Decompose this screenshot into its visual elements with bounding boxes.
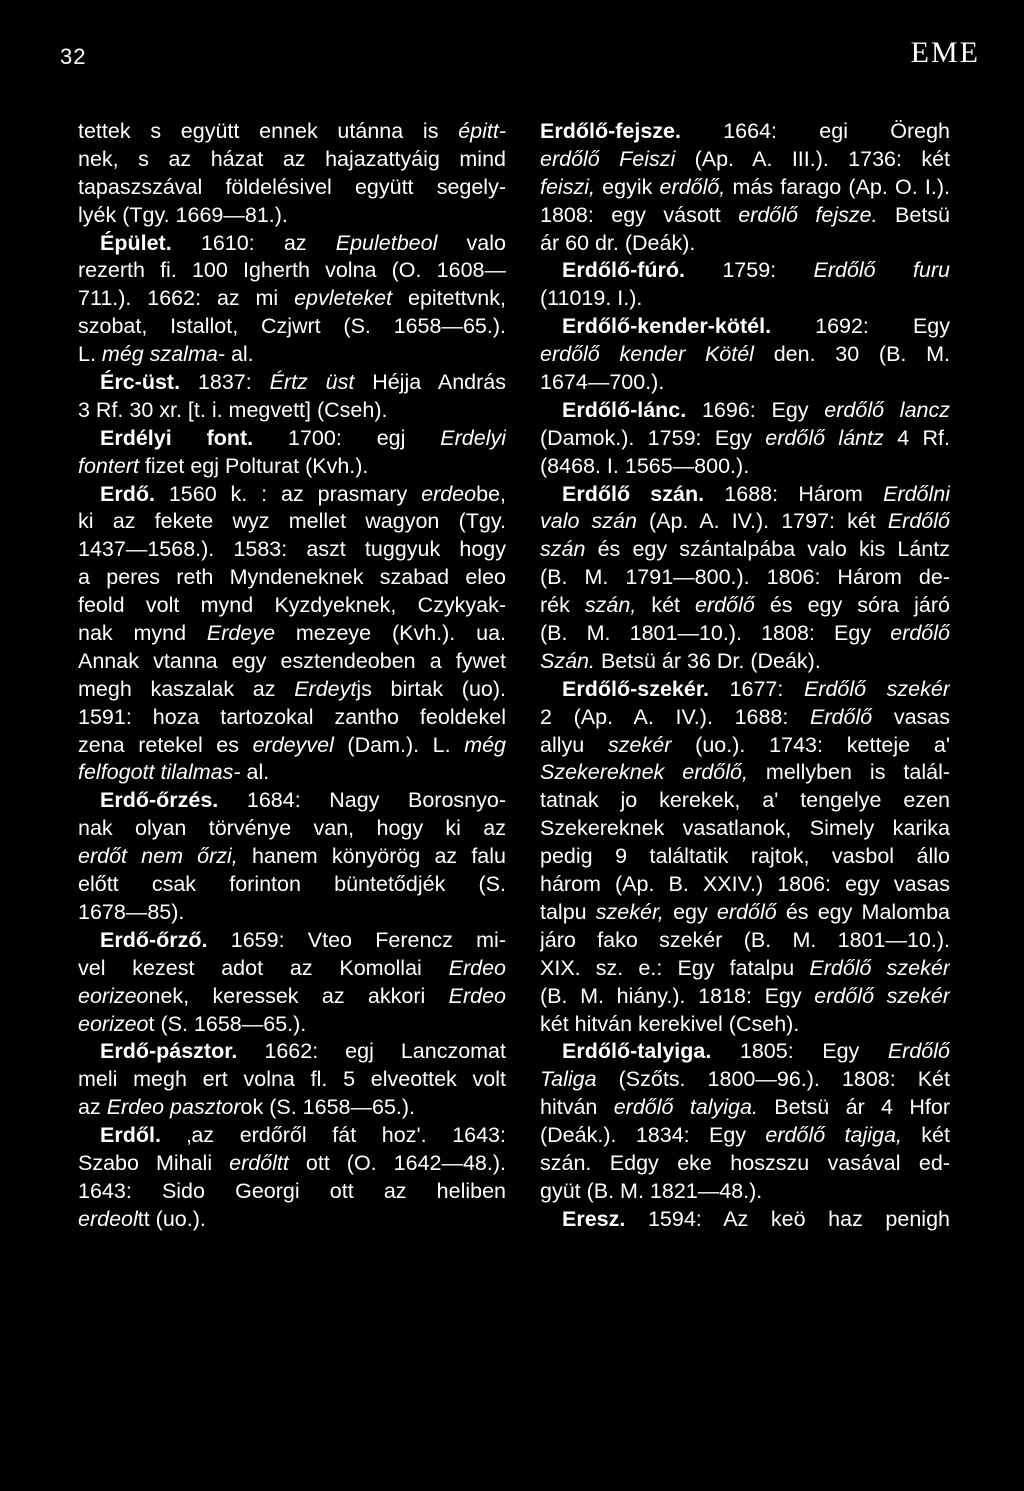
text-line — [78, 787, 506, 815]
text-line — [540, 843, 950, 871]
text-run: Betsü ár 36 Dr. (Deák). — [594, 648, 821, 673]
text-run: (Deák.). 1834: Egy — [540, 1123, 766, 1148]
text-run: 1594: Az keö haz penigh — [625, 1206, 950, 1231]
text-line — [78, 1178, 506, 1206]
entry-headword: Erdőlő-talyiga. — [562, 1039, 712, 1064]
italic-quote: epvleteket — [294, 286, 393, 311]
text-run: nak mynd — [78, 621, 207, 646]
entry-headword: Eresz. — [562, 1206, 626, 1231]
text-line — [78, 202, 506, 230]
italic-quote: eorizeo — [78, 1011, 149, 1036]
italic-quote: erdőlő talyiga. — [613, 1095, 758, 1120]
text-run: mezeye (Kvh.). ua. — [275, 621, 506, 646]
text-run: 1591: hoza tartozokal zantho feoldekel — [78, 704, 506, 729]
text-run: 1662: egj Lanczomat — [237, 1039, 506, 1064]
text-run: L. — [78, 342, 102, 367]
italic-quote: erdőlő tajiga, — [765, 1123, 902, 1148]
text-run: rezerth fi. 100 Igherth volna (O. 1608— — [78, 258, 506, 283]
italic-quote: fontert — [78, 453, 139, 478]
italic-quote: erdőt nem őrzi, — [78, 844, 238, 869]
text-run: 1805: Egy — [711, 1039, 888, 1064]
entry-headword: Erdőlő-fúró. — [562, 258, 686, 283]
text-run: js birtak (uo). — [356, 676, 506, 701]
italic-quote: erdőlő — [716, 899, 777, 924]
text-line — [78, 1038, 506, 1066]
text-run: den. 30 (B. M. — [753, 342, 950, 367]
text-line — [540, 1094, 950, 1122]
text-line — [78, 1206, 506, 1234]
text-run: (B. M. 1791—800.). 1806: Három de- — [540, 565, 950, 590]
text-line — [78, 397, 506, 425]
italic-quote: Erdeo — [448, 983, 506, 1008]
text-line — [78, 1094, 506, 1122]
text-run: ‚az erdőről fát hoz'. 1643: — [160, 1123, 506, 1148]
entry-headword: Erdől. — [100, 1123, 161, 1148]
italic-quote: Erdeye — [206, 621, 276, 646]
text-line — [540, 983, 950, 1011]
text-run: 2 (Ap. A. IV.). 1688: — [540, 704, 811, 729]
text-line — [78, 676, 506, 704]
text-line — [78, 983, 506, 1011]
italic-quote: Erdelyi — [440, 425, 506, 450]
text-line — [78, 146, 506, 174]
text-run: 1643: Sido Georgi ott az heliben — [78, 1178, 506, 1203]
text-run: vasas — [872, 704, 950, 729]
italic-quote: erdőlő Feiszi — [540, 146, 676, 171]
text-run: Szabo Mihali — [78, 1150, 230, 1175]
text-run: Betsü ár 4 Hfor — [757, 1095, 950, 1120]
text-run: rék — [540, 593, 585, 618]
text-run: 1759: — [685, 258, 814, 283]
text-line — [540, 1066, 950, 1094]
entry-headword: Erdő-őrző. — [100, 927, 208, 952]
text-run: 1808: egy vásott — [540, 202, 739, 227]
entry-headword: Érc-üst. — [100, 370, 181, 395]
text-line — [540, 508, 950, 536]
italic-quote: erdőlő, — [659, 174, 726, 199]
italic-quote: erdőlő lántz — [765, 425, 884, 450]
entry-headword: Erdő. — [100, 481, 155, 506]
text-run: 1437—1568.). 1583: aszt tuggyuk hogy — [78, 537, 506, 562]
text-run: 4 Rf. — [883, 425, 950, 450]
text-run: és egy sóra járó — [754, 593, 950, 618]
text-run: 1659: Vteo Ferencz mi- — [207, 927, 506, 952]
text-line — [540, 815, 950, 843]
text-line — [540, 313, 950, 341]
text-run: ok (S. 1658—65.). — [240, 1095, 416, 1120]
text-line — [78, 313, 506, 341]
italic-quote: Szekereknek erdőlő, — [540, 760, 748, 785]
italic-quote: Epuletbeol — [335, 230, 438, 255]
text-run: nak olyan törvénye van, hogy ki az — [78, 816, 506, 841]
text-line — [540, 899, 950, 927]
italic-quote: szekér, — [595, 899, 664, 924]
text-run: t (S. 1658—65.). — [148, 1011, 307, 1036]
text-run: 1674—700.). — [540, 370, 665, 395]
italic-quote: szán, — [584, 593, 637, 618]
text-line — [540, 648, 950, 676]
text-run: mellyben is talál- — [747, 760, 950, 785]
entry-headword: Erdőlő szán. — [562, 481, 705, 506]
text-run: szán. Edgy eke hoszszu vasával ed- — [540, 1150, 950, 1175]
italic-quote: erdőlő szekér — [814, 983, 950, 1008]
text-line — [540, 564, 950, 592]
text-line — [540, 453, 950, 481]
text-run: Annak vtanna egy esztendeoben a fywet — [78, 648, 506, 673]
italic-quote: erdőlő lancz — [824, 397, 950, 422]
text-run: egy — [663, 899, 717, 924]
text-run: tapaszszával földelésivel együtt segely- — [78, 174, 506, 199]
text-line — [540, 1150, 950, 1178]
entry-headword: Erdőlő-fejsze. — [540, 119, 681, 143]
text-run: tettek s együtt ennek utánna is — [78, 119, 459, 143]
text-run: 1677: — [708, 676, 804, 701]
text-line — [78, 648, 506, 676]
text-line — [78, 230, 506, 258]
text-run: (Ap. A. IV.). 1797: két — [636, 509, 888, 534]
text-line — [78, 481, 506, 509]
text-run: Betsü — [877, 202, 950, 227]
italic-quote: Erdőlő — [810, 704, 873, 729]
italic-quote: felfogott tilalmas- — [78, 760, 241, 785]
text-run: tatnak jo kerekek, a' tengelye ezen — [540, 788, 950, 813]
text-line — [540, 620, 950, 648]
italic-quote: erdőlő — [695, 593, 755, 618]
text-line — [78, 927, 506, 955]
italic-quote: feiszi, — [540, 174, 595, 199]
text-run: Szekereknek vasatlanok, Simely karika — [540, 816, 950, 841]
italic-quote: Erdeo — [448, 955, 506, 980]
text-run: előtt csak forinton büntetődjék (S. — [78, 872, 506, 897]
text-line — [540, 732, 950, 760]
page-number: 32 — [60, 44, 87, 69]
text-run: más farago (Ap. O. I.). — [725, 174, 950, 199]
text-run: al. — [240, 760, 270, 785]
text-run: pedig 9 találtatik rajtok, vasbol állo — [540, 844, 950, 869]
text-run: (uo.). 1743: ketteje a' — [671, 732, 950, 757]
text-run: (Ap. A. III.). 1736: két — [675, 146, 950, 171]
text-line — [540, 704, 950, 732]
italic-quote: erdeol — [78, 1206, 138, 1231]
text-run: al. — [224, 342, 254, 367]
text-line — [540, 1178, 950, 1206]
text-line — [540, 397, 950, 425]
text-line — [78, 564, 506, 592]
italic-quote: erdőlő — [890, 621, 950, 646]
italic-quote: szán — [540, 537, 586, 562]
italic-quote: még szalma- — [101, 342, 225, 367]
text-line — [78, 369, 506, 397]
text-run: allyu — [540, 732, 609, 757]
text-line — [78, 759, 506, 787]
text-line — [78, 899, 506, 927]
text-run: és egy szántalpába valo kis Lántz — [585, 537, 950, 562]
text-line — [540, 1038, 950, 1066]
text-run: vel kezest adot az Komollai — [78, 955, 449, 980]
text-line — [78, 732, 506, 760]
text-line — [78, 174, 506, 202]
italic-quote: Erdőlő furu — [813, 258, 950, 283]
text-run: tt (uo.). — [137, 1206, 206, 1231]
italic-quote: szekér — [608, 732, 672, 757]
italic-quote: erdeo — [421, 481, 477, 506]
text-run: ár 60 dr. (Deák). — [540, 230, 696, 255]
text-run: (Damok.). 1759: Egy — [540, 425, 766, 450]
italic-quote: Erdőlő szekér — [803, 676, 950, 701]
entry-headword: Erdőlő-szekér. — [562, 676, 709, 701]
text-line — [78, 843, 506, 871]
italic-quote: erdeyvel — [252, 732, 334, 757]
italic-quote: épitt- — [458, 119, 506, 143]
italic-quote: még — [464, 732, 506, 757]
text-run: 711.). 1662: az mi — [78, 286, 295, 311]
text-line — [78, 815, 506, 843]
text-run: hanem könyörög az falu — [237, 844, 506, 869]
right-text-column — [540, 118, 950, 1234]
text-line — [78, 704, 506, 732]
text-run: két hitván kerekivel (Cseh). — [540, 1011, 800, 1036]
text-run: ott (O. 1642—48.). — [288, 1150, 506, 1175]
italic-quote: Értz üst — [269, 370, 355, 395]
text-run: nek, keressek az akkori — [148, 983, 449, 1008]
italic-quote: Erdőlni — [883, 481, 950, 506]
text-line — [540, 202, 950, 230]
text-line — [540, 1011, 950, 1039]
text-run: (8468. I. 1565—800.). — [540, 453, 750, 478]
text-run: Héjja András — [354, 370, 506, 395]
text-line — [540, 481, 950, 509]
text-line — [540, 1122, 950, 1150]
text-run: 1700: egj — [253, 425, 441, 450]
text-run: 1678—85). — [78, 899, 185, 924]
text-run: ki az fekete wyz mellet wagyon (Tgy. — [78, 509, 506, 534]
text-run: gyüt (B. M. 1821—48.). — [540, 1178, 763, 1203]
text-line — [78, 257, 506, 285]
entry-headword: Erdőlő-lánc. — [562, 397, 687, 422]
text-run: meli megh ert volna fl. 5 elveottek volt — [78, 1067, 506, 1092]
text-run: két — [636, 593, 696, 618]
text-run: valo — [437, 230, 506, 255]
text-run: 1692: Egy — [771, 314, 950, 339]
italic-quote: erdőlő fejsze. — [738, 202, 878, 227]
italic-quote: Erdőlő — [887, 1039, 950, 1064]
text-line — [540, 955, 950, 983]
text-line — [78, 425, 506, 453]
text-line — [540, 871, 950, 899]
text-run: zena retekel es — [78, 732, 253, 757]
text-line — [78, 118, 506, 146]
text-run: járo fako szekér (B. M. 1801—10.). — [540, 927, 950, 952]
text-line — [540, 759, 950, 787]
entry-headword: Épület. — [100, 230, 172, 255]
text-line — [540, 257, 950, 285]
left-text-column — [78, 118, 506, 1234]
text-run: hitván — [540, 1095, 614, 1120]
text-run: 1684: Nagy Borosnyo- — [218, 788, 506, 813]
text-run: és egy Malomba — [776, 899, 950, 924]
text-line — [540, 1206, 950, 1234]
text-line — [540, 174, 950, 202]
text-run: az — [78, 1095, 107, 1120]
text-run: (Szőts. 1800—96.). 1808: Két — [596, 1067, 950, 1092]
text-run: 1560 k. : az prasmary — [154, 481, 422, 506]
italic-quote: eorizeo — [78, 983, 149, 1008]
italic-quote: Erdőlő — [887, 509, 950, 534]
text-run: be, — [476, 481, 506, 506]
text-line — [540, 341, 950, 369]
text-run: nek, s az házat az hajazattyáig mind — [78, 146, 506, 171]
italic-quote: Taliga — [540, 1067, 597, 1092]
italic-quote: Erdőlő szekér — [809, 955, 950, 980]
text-line — [540, 536, 950, 564]
italic-quote: valo szán — [540, 509, 637, 534]
text-run: 3 Rf. 30 xr. [t. i. megvett] (Cseh). — [78, 397, 388, 422]
text-run: szobat, Istallot, Czjwrt (S. 1658—65.). — [78, 314, 506, 339]
text-line — [78, 620, 506, 648]
text-run: 1610: az — [171, 230, 336, 255]
text-run: lyék (Tgy. 1669—81.). — [78, 202, 288, 227]
text-run: 1837: — [180, 370, 270, 395]
text-line — [78, 341, 506, 369]
text-line — [540, 369, 950, 397]
text-line — [540, 285, 950, 313]
text-line — [78, 592, 506, 620]
italic-quote: Szán. — [540, 648, 595, 673]
text-run: fizet egj Polturat (Kvh.). — [138, 453, 369, 478]
text-run: XIX. sz. e.: Egy fatalpu — [540, 955, 810, 980]
text-run: három (Ap. B. XXIV.) 1806: egy vasas — [540, 872, 950, 897]
text-run: feold volt mynd Kyzdyeknek, Czykyak- — [78, 593, 506, 618]
italic-quote: erdőlő kender Kötél — [540, 342, 754, 367]
text-run: egyik — [594, 174, 660, 199]
text-line — [540, 425, 950, 453]
text-run: két — [901, 1123, 950, 1148]
entry-headword: Erdő-őrzés. — [100, 788, 219, 813]
entry-headword: Erdélyi font. — [100, 425, 254, 450]
italic-quote: erdőltt — [229, 1150, 289, 1175]
italic-quote: Erdeyt — [294, 676, 357, 701]
text-line — [78, 285, 506, 313]
text-line — [78, 955, 506, 983]
text-line — [78, 453, 506, 481]
text-run: a peres reth Myndeneknek szabad eleo — [78, 565, 506, 590]
text-line — [78, 871, 506, 899]
text-run: 1664: egi Öregh — [680, 119, 950, 143]
text-line — [540, 927, 950, 955]
text-line — [78, 1011, 506, 1039]
text-line — [540, 676, 950, 704]
text-run: (11019. I.). — [540, 286, 643, 311]
text-run: (B. M. hiány.). 1818: Egy — [540, 983, 815, 1008]
italic-quote: Erdeo pasztor — [106, 1095, 241, 1120]
text-line — [540, 592, 950, 620]
text-run: 1688: Három — [704, 481, 884, 506]
text-line — [540, 230, 950, 258]
text-run: (B. M. 1801—10.). 1808: Egy — [540, 621, 891, 646]
text-line — [540, 146, 950, 174]
text-run: talpu — [540, 899, 596, 924]
text-run: 1696: Egy — [686, 397, 825, 422]
text-line — [78, 508, 506, 536]
text-run: (Dam.). L. — [333, 732, 465, 757]
text-run: epitettvnk, — [392, 286, 506, 311]
text-line — [78, 1150, 506, 1178]
entry-headword: Erdőlő-kender-kötél. — [562, 314, 772, 339]
text-line — [78, 536, 506, 564]
text-line — [540, 118, 950, 146]
entry-headword: Erdő-pásztor. — [100, 1039, 238, 1064]
text-line — [78, 1122, 506, 1150]
text-run: megh kaszalak az — [78, 676, 295, 701]
text-line — [78, 1066, 506, 1094]
running-head: EME — [910, 36, 980, 69]
text-line — [540, 787, 950, 815]
